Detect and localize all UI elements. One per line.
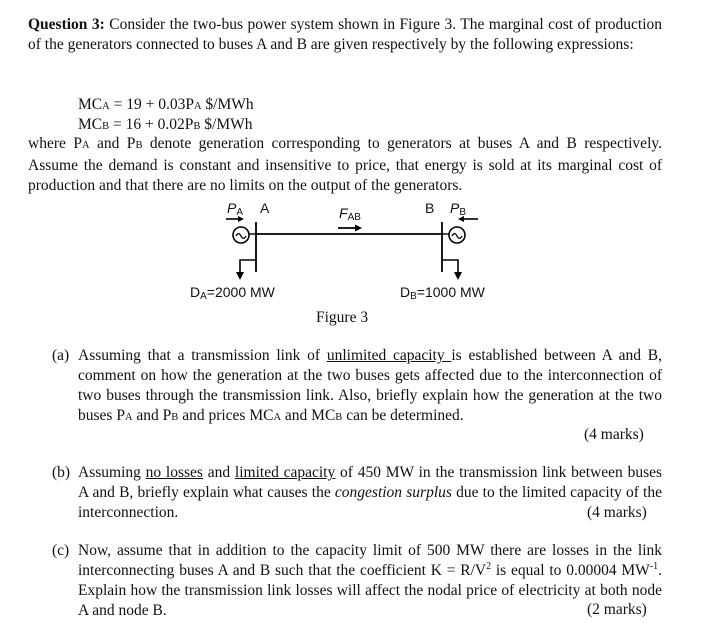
- part-b-text: Assuming no losses and limited capacity of 450 MW in the transmission link between buses A and B, briefly explain what causes the congestion surplus due to the limited capacity of the interconnection.: [78, 464, 663, 521]
- part-a-marks: (4 marks): [584, 426, 644, 443]
- part-c-label: (c): [52, 542, 70, 559]
- part-b-label: (b): [52, 464, 71, 481]
- load-b-arrow-icon: [454, 272, 462, 280]
- part-c-marks: (2 marks): [587, 601, 647, 618]
- load-a-line: [240, 260, 256, 273]
- pa-label: $P_A$: [227, 200, 244, 218]
- pb-label: $P_B$: [450, 200, 467, 218]
- assumptions-text: where PA and PB denote generation corresponding to generators at buses A and B respectively. Assume the demand is constant and insensitive to price, that energy is sold at its marginal cost of production and that there are no limits on the output of the generators.: [28, 135, 662, 194]
- part-a-label: (a): [52, 347, 70, 364]
- equation-mc-a: MCA = 19 + 0.03PA $/MWh: [78, 96, 254, 113]
- bus-b-label: B: [425, 200, 435, 216]
- bus-a-label: A: [260, 200, 270, 216]
- part-a-text: Assuming that a transmission link of unlimited capacity is established between A and B, comment on how the generation at the two buses gets affected due to the interconnection of two buses through the transmission link. Also, briefly explain how the generation at the two buses PA and PB and prices MCA and MCB can be determined.: [78, 347, 662, 424]
- load-a-arrow-icon: [236, 272, 244, 280]
- load-b-line: [442, 260, 458, 273]
- question-heading: Question 3:: [28, 16, 105, 33]
- intro-text: Consider the two-bus power system shown in Figure 3. The marginal cost of production of the generators connected to buses A and B are given respectively by the following expressions:: [28, 16, 662, 53]
- demand-b-label: $D_B=1000$ MW: [400, 284, 485, 302]
- figure-caption: Figure 3: [316, 309, 369, 326]
- equation-mc-b: MCB = 16 + 0.02PB $/MWh: [78, 116, 253, 133]
- part-b-marks: (4 marks): [587, 504, 647, 521]
- question-intro: [28, 15, 662, 55]
- demand-a-label: $D_A=2000$ MW: [190, 284, 275, 302]
- fab-label: $F_{AB}$: [339, 205, 361, 223]
- part-c-text: Now, assume that in addition to the capacity limit of 500 MW there are losses in the link interconnecting buses A and B such that the coefficient $K = R/V^2$ is equal to 0.00004 $MW^{-1}$. Explain how the transmission link losses will affect the nodal price of electricity at both node A and node B.: [78, 542, 662, 619]
